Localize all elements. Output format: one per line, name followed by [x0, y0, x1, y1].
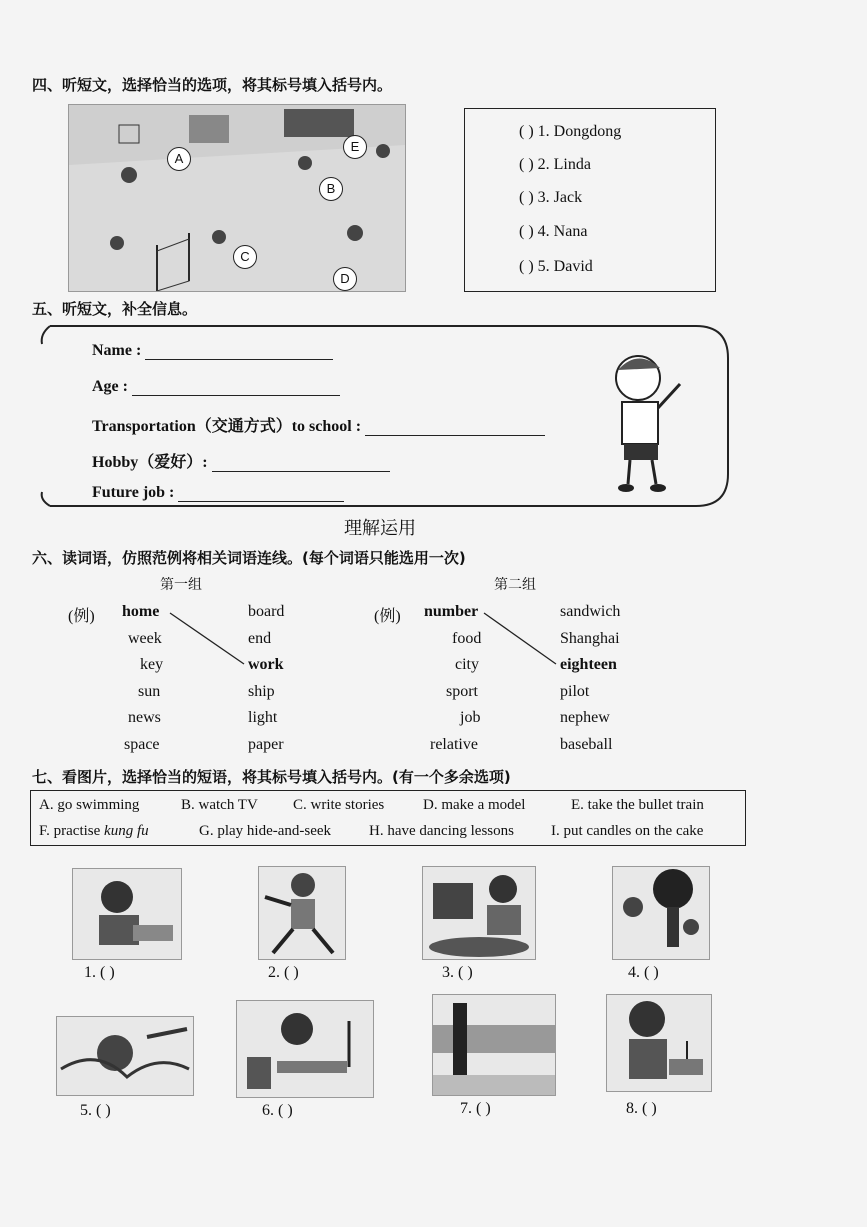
caption-6[interactable]: 6. ( ) — [262, 1102, 293, 1119]
group-2-left-word[interactable]: relative — [430, 736, 478, 753]
group-1-left-word[interactable]: home — [122, 603, 160, 620]
scene-label-d: D — [333, 267, 357, 291]
picture-5-drawing — [57, 1017, 193, 1095]
option-b: B. watch TV — [181, 797, 258, 813]
option-f — [39, 823, 149, 840]
scene-label-a: A — [167, 147, 191, 171]
option-d: D. make a model — [423, 797, 526, 813]
section-4-title: 四、听短文，选择恰当的选项，将其标号填入括号内。 — [32, 76, 393, 94]
group-2-left-word[interactable]: number — [424, 603, 479, 620]
group-2-right-word[interactable]: sandwich — [560, 603, 621, 620]
age-label: Age : — [92, 378, 128, 395]
answer-name-3: 3. Jack — [537, 189, 583, 206]
answer-paren-3[interactable]: ( ) — [519, 189, 534, 206]
answer-paren-2[interactable]: ( ) — [519, 156, 534, 173]
options-box — [30, 790, 746, 846]
group-2-left-word[interactable]: food — [452, 630, 482, 647]
group-2-left-word[interactable]: city — [455, 656, 479, 673]
group-1-right-word[interactable]: end — [248, 630, 272, 647]
picture-4 — [612, 866, 710, 960]
scene-label-b: B — [319, 177, 343, 201]
answer-name-4: 4. Nana — [537, 223, 588, 240]
picture-8 — [606, 994, 712, 1092]
group-2-right-word[interactable]: pilot — [560, 683, 590, 700]
picture-5 — [56, 1016, 194, 1096]
picture-6 — [236, 1000, 374, 1098]
scene-label-c: C — [233, 245, 257, 269]
group-2-right-word[interactable]: Shanghai — [560, 630, 620, 647]
name-label: Name : — [92, 342, 142, 359]
group-1-label: 第一组 — [160, 577, 202, 593]
group-1-left-word[interactable]: key — [140, 656, 164, 673]
transportation-label: Transportation（交通方式）to school : — [92, 418, 362, 435]
caption-4[interactable]: 4. ( ) — [628, 964, 659, 981]
caption-3[interactable]: 3. ( ) — [442, 964, 473, 981]
picture-3-drawing — [423, 867, 535, 959]
group-2-left-word[interactable]: job — [460, 709, 481, 726]
option-a: A. go swimming — [39, 797, 140, 813]
part-title: 理解运用 — [344, 518, 416, 539]
group-1-left-word[interactable]: space — [124, 736, 160, 753]
group-2-right-word[interactable]: nephew — [560, 709, 610, 726]
picture-3 — [422, 866, 536, 960]
group-1-left-word[interactable]: news — [128, 709, 161, 726]
group-1-left-word[interactable]: sun — [138, 683, 161, 700]
option-f-prefix: F. practise — [39, 823, 101, 839]
picture-7-drawing — [433, 995, 555, 1095]
group-2-example-marker: (例) — [374, 608, 401, 625]
answer-name-5: 5. David — [537, 258, 593, 275]
picture-6-drawing — [237, 1001, 373, 1097]
group-1-left-word[interactable]: week — [128, 630, 162, 647]
caption-1[interactable]: 1. ( ) — [84, 964, 115, 981]
group-1-right-word[interactable]: paper — [248, 736, 284, 753]
option-g: G. play hide-and-seek — [199, 823, 332, 839]
picture-2-drawing — [259, 867, 345, 959]
group-2-left-word[interactable]: sport — [446, 683, 478, 700]
scene-label-e: E — [343, 135, 367, 159]
group-2-right-word[interactable]: eighteen — [560, 656, 617, 673]
answer-paren-5[interactable]: ( ) — [519, 258, 534, 275]
group-1-right-word[interactable]: light — [248, 709, 278, 726]
example-line-group-2 — [484, 613, 556, 664]
answer-paren-1[interactable]: ( ) — [519, 123, 534, 140]
option-e: E. take the bullet train — [571, 797, 704, 813]
picture-2 — [258, 866, 346, 960]
picture-7 — [432, 994, 556, 1096]
option-c: C. write stories — [293, 797, 385, 813]
picture-1-drawing — [73, 869, 181, 959]
caption-8[interactable]: 8. ( ) — [626, 1100, 657, 1117]
option-h: H. have dancing lessons — [369, 823, 514, 839]
picture-8-drawing — [607, 995, 711, 1091]
group-1-right-word[interactable]: work — [248, 656, 284, 673]
future-job-label: Future job : — [92, 484, 175, 501]
caption-5[interactable]: 5. ( ) — [80, 1102, 111, 1119]
group-1-right-word[interactable]: board — [248, 603, 285, 620]
group-2-label: 第二组 — [494, 577, 536, 593]
group-2-right-word[interactable]: baseball — [560, 736, 613, 753]
caption-2[interactable]: 2. ( ) — [268, 964, 299, 981]
answer-name-1: 1. Dongdong — [537, 123, 622, 140]
answer-name-2: 2. Linda — [537, 156, 591, 173]
picture-4-drawing — [613, 867, 709, 959]
example-line-group-1 — [170, 613, 244, 664]
section-5-title: 五、听短文，补全信息。 — [32, 300, 198, 318]
option-i: I. put candles on the cake — [551, 823, 704, 839]
picture-1 — [72, 868, 182, 960]
group-1-right-word[interactable]: ship — [248, 683, 275, 700]
section-7-title: 七、看图片，选择恰当的短语，将其标号填入括号内。(有一个多余选项) — [32, 768, 511, 786]
answer-paren-4[interactable]: ( ) — [519, 223, 534, 240]
group-1-example-marker: (例) — [68, 608, 95, 625]
caption-7[interactable]: 7. ( ) — [460, 1100, 491, 1117]
section-6-title: 六、读词语，仿照范例将相关词语连线。(每个词语只能选用一次) — [32, 549, 466, 567]
hobby-label: Hobby（爱好）: — [92, 454, 208, 471]
option-f-italic: kung fu — [104, 823, 149, 839]
